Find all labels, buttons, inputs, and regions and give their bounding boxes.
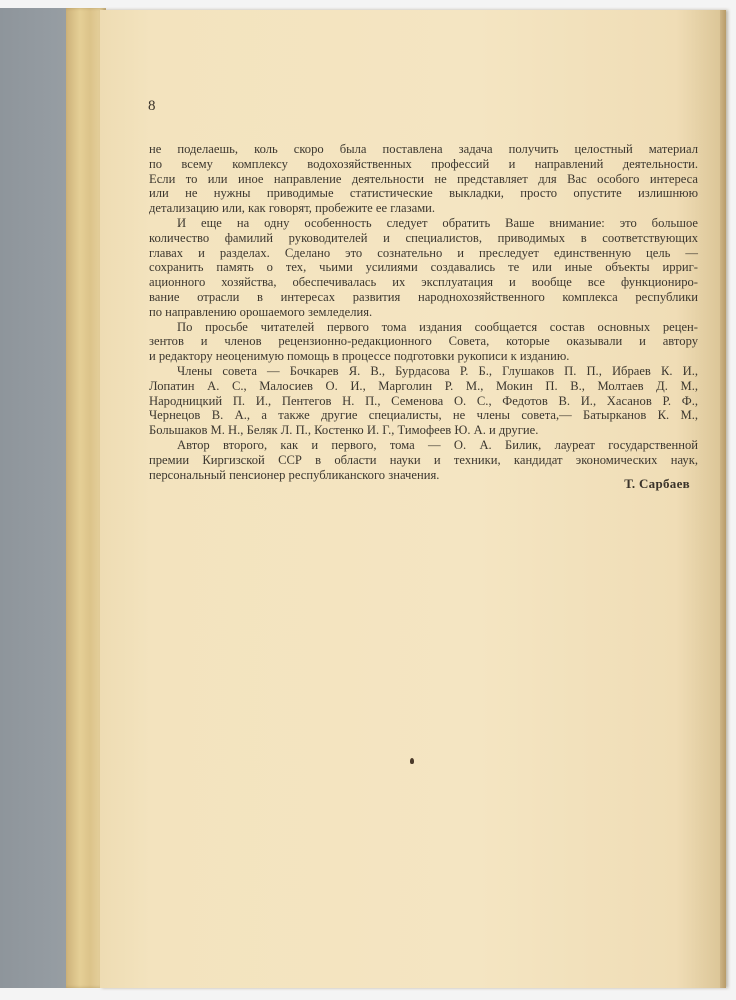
text-line: Чернецов В. А., а также другие специалисты, не члены совета,— Батырканов К. М.,	[149, 408, 698, 423]
paragraph	[149, 320, 698, 364]
text-line: Если то или иное направление деятельности не представляет для Вас особого интереса	[149, 171, 698, 186]
body-text	[149, 142, 698, 482]
text-line: сохранить память о тех, чьими усилиями создавались те или иные объекты ирриг-	[149, 260, 698, 275]
paragraph	[149, 438, 698, 482]
paper-speck	[410, 758, 414, 764]
text-line: главах и разделах. Сделано это сознательно и преследует единственную цель —	[149, 245, 698, 260]
text-line: премии Киргизской ССР в области науки и техники, кандидат экономических наук,	[149, 452, 698, 467]
author-signature: Т. Сарбаев	[624, 476, 690, 491]
text-line: не поделаешь, коль скоро была поставлена задача получить целостный материал	[149, 142, 698, 156]
text-line: персональный пенсионер республиканского значения.	[149, 467, 440, 482]
text-line: И еще на одну особенность следует обратить Ваше внимание: это большое	[177, 215, 698, 230]
text-line: детализацию или, как говорят, пробежите ее глазами.	[149, 201, 436, 216]
text-line: или не нужны приводимые статистические выкладки, просто опустите излишнюю	[149, 186, 698, 201]
text-line: Большаков М. Н., Беляк Л. П., Костенко И. Г., Тимофеев Ю. А. и другие.	[149, 423, 539, 438]
text-line: по всему комплексу водохозяйственных профессий и направлений деятельности.	[149, 156, 698, 171]
text-line: ационного хозяйства, обеспечивалась их эксплуатация и вообще все функциониро-	[149, 275, 698, 290]
text-line: и редактору неоценимую помощь в процессе подготовки рукописи к изданию.	[149, 349, 570, 364]
text-line: Члены совета — Бочкарев Я. В., Бурдасова Р. Б., Глушаков П. П., Ибраев К. И.,	[177, 363, 698, 378]
text-line: Лопатин А. С., Малосиев О. И., Марголин Р. М., Мокин П. В., Молтаев Д. М.,	[149, 378, 698, 393]
text-line: количество фамилий руководителей и специалистов, приводимых в соответствующих	[149, 230, 698, 245]
paragraph	[149, 142, 698, 216]
text-line: по направлению орошаемого земледелия.	[149, 304, 373, 319]
paragraph	[149, 216, 698, 320]
text-line: Автор второго, как и первого, тома — О. А. Билик, лауреат государственной	[177, 437, 698, 452]
text-line: вание отрасли в интересах развития народнохозяйственного комплекса республики	[149, 289, 698, 304]
paragraph	[149, 364, 698, 438]
page-number: 8	[148, 98, 156, 114]
book-page	[100, 10, 726, 988]
text-line: Народницкий П. И., Пентегов Н. П., Семенова О. С., Федотов В. И., Хасанов Р. Ф.,	[149, 393, 698, 408]
page-edge	[720, 10, 726, 988]
text-line: зентов и членов рецензионно-редакционного Совета, которые оказывали и автору	[149, 334, 698, 349]
text-line: По просьбе читателей первого тома издания сообщается состав основных рецен-	[177, 319, 698, 334]
